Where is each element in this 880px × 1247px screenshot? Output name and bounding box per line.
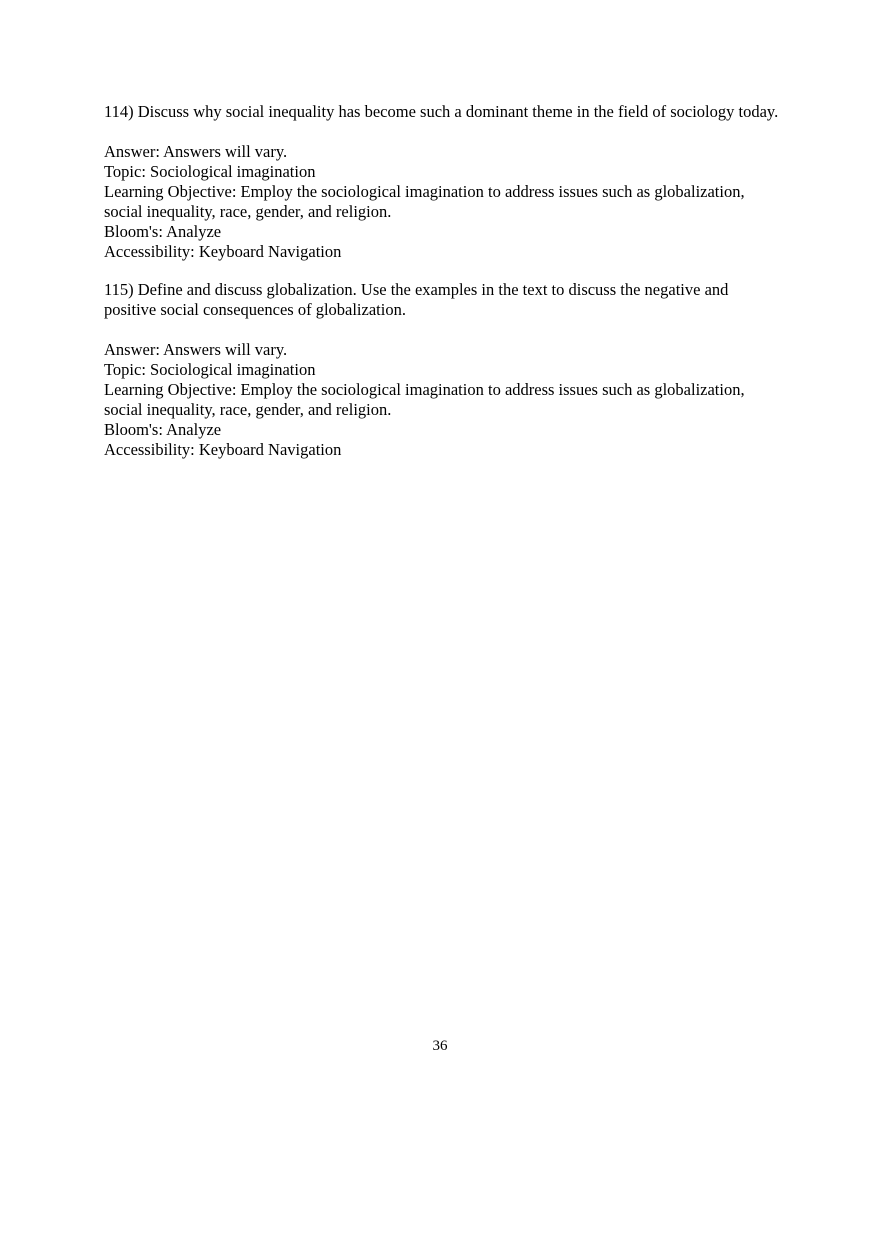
learning-objective-line: Learning Objective: Employ the sociological imagination to address issues such as globalization, social inequality, race, gender, and religion. — [104, 380, 745, 419]
question-text: 114) Discuss why social inequality has become such a dominant theme in the field of sociology today. — [104, 102, 779, 121]
topic-line: Topic: Sociological imagination — [104, 360, 316, 379]
page-content — [104, 102, 784, 478]
blooms-line: Bloom's: Analyze — [104, 420, 222, 439]
question-114 — [104, 102, 784, 262]
topic-line: Topic: Sociological imagination — [104, 162, 316, 181]
learning-objective-line: Learning Objective: Employ the sociological imagination to address issues such as globalization, social inequality, race, gender, and religion. — [104, 182, 745, 221]
answer-line: Answer: Answers will vary. — [104, 340, 288, 359]
question-text: 115) Define and discuss globalization. Use the examples in the text to discuss the negative and positive social consequences of globalization. — [104, 280, 729, 319]
answer-line: Answer: Answers will vary. — [104, 142, 288, 161]
accessibility-line: Accessibility: Keyboard Navigation — [104, 242, 342, 261]
accessibility-line: Accessibility: Keyboard Navigation — [104, 440, 342, 459]
question-115 — [104, 280, 784, 460]
blooms-line: Bloom's: Analyze — [104, 222, 222, 241]
page-number: 36 — [432, 1038, 448, 1054]
